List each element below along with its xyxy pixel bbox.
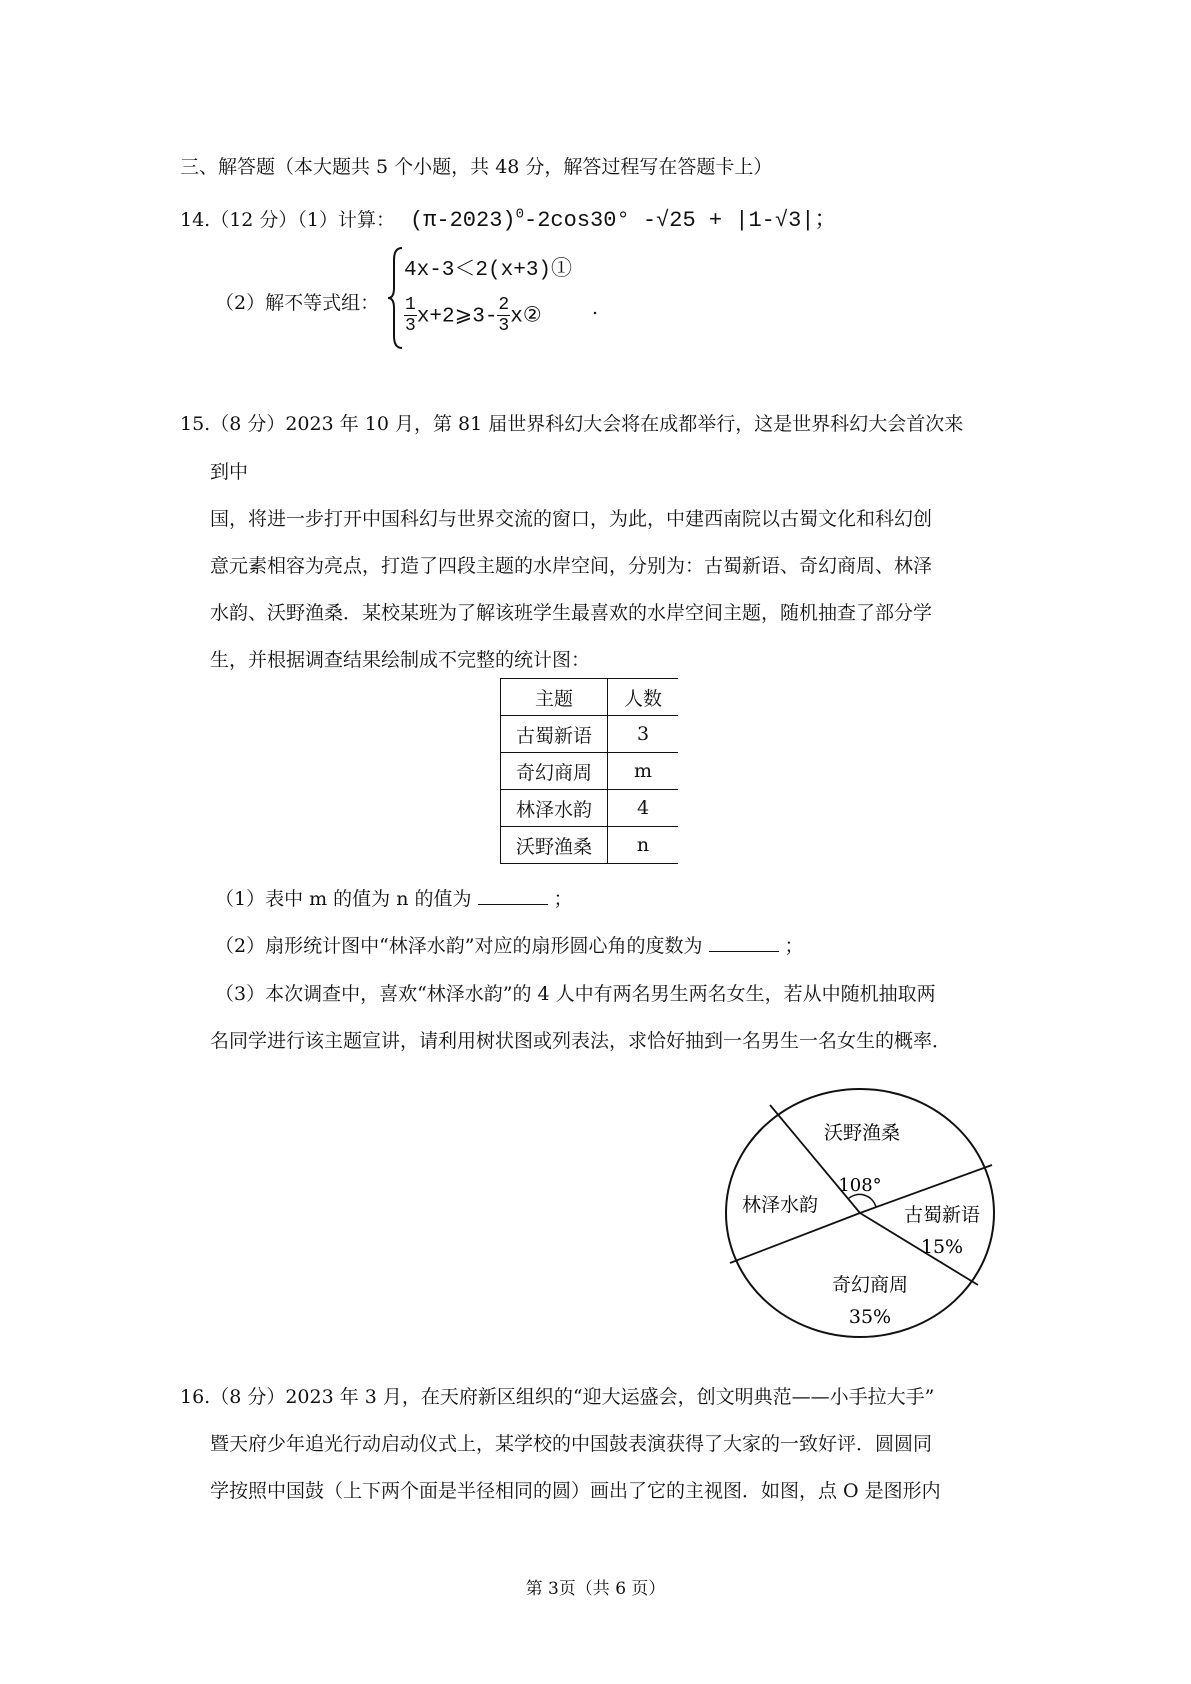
- q15-line6: 生，并根据调查结果绘制成不完整的统计图：: [210, 649, 591, 671]
- q14-inequality-1: 4x-3＜2(x+3)①: [404, 259, 573, 282]
- q14-label: 14.（12 分）（1）计算：: [180, 209, 396, 231]
- pie-label-angle: 108°: [838, 1175, 882, 1196]
- pie-label-qihuan: 奇幻商周: [831, 1274, 909, 1296]
- table-row: [501, 716, 679, 753]
- q14-expr-part2: -2cos30°: [524, 208, 630, 233]
- q15-line1: 15.（8 分）2023 年 10 月，第 81 届世界科幻大会将在成都举行，这是世界科幻大会首次来: [180, 413, 964, 435]
- table-header-row: [501, 679, 679, 716]
- q15-sub3-line2: 名同学进行该主题宣讲，请利用树状图或列表法，求恰好抽到一名男生一名女生的概率．: [210, 1030, 952, 1052]
- q14-expression: [410, 202, 837, 233]
- table-cell-theme: 林泽水韵: [501, 790, 608, 827]
- survey-table: [500, 678, 678, 864]
- table-row: [501, 827, 679, 864]
- pie-label-gushu-pct: 15%: [920, 1236, 964, 1258]
- pie-label-linze: 林泽水韵: [741, 1194, 819, 1216]
- q15-sub2: （2）扇形统计图中“林泽水韵”对应的扇形圆心角的度数为 ；: [215, 935, 804, 957]
- q15-sub3-line1: （3）本次调查中，喜欢“林泽水韵”的 4 人中有两名男生两名女生，若从中随机抽取两: [215, 983, 936, 1005]
- pie-chart: [720, 1085, 1000, 1345]
- q14-expr-part3: -√25 + |1-√3|；: [642, 208, 837, 233]
- table-header-theme: 主题: [501, 679, 608, 716]
- pie-label-woye: 沃野渔桑: [823, 1122, 901, 1144]
- q15-line4: 意元素相容为亮点，打造了四段主题的水岸空间，分别为：古蜀新语、奇幻商周、林泽: [210, 555, 933, 577]
- table-cell-theme: 古蜀新语: [501, 716, 608, 753]
- answer-blank[interactable]: [478, 886, 548, 905]
- q15-line2: 到中: [210, 461, 249, 483]
- pie-label-gushu: 古蜀新语: [903, 1204, 981, 1226]
- q15-line3: 国，将进一步打开中国科幻与世界交流的窗口，为此，中建西南院以古蜀文化和科幻创: [210, 508, 933, 530]
- q15-sub1: （1）表中 m 的值为 n 的值为 ；: [215, 888, 573, 910]
- q14-expr-exponent: 0: [515, 206, 525, 223]
- table-cell-count: m: [633, 760, 653, 782]
- section-heading: 三、解答题（本大题共 5 个小题，共 48 分，解答过程写在答题卡上）: [180, 156, 773, 178]
- fraction-two-thirds: $\frac{2}{3}$: [498, 295, 510, 336]
- q14-trailing-dot: .: [592, 297, 599, 319]
- q14-expr-part1: (π-2023): [410, 208, 516, 233]
- table-cell-count: 4: [636, 797, 650, 819]
- pie-divider-line: [730, 1213, 860, 1263]
- q15-line5: 水韵、沃野渔桑．某校某班为了解该班学生最喜欢的水岸空间主题，随机抽查了部分学: [210, 602, 933, 624]
- pie-label-qihuan-pct: 35%: [848, 1306, 892, 1328]
- page-footer: 第 3页（共 6 页）: [525, 1579, 666, 1599]
- q16-line1: 16.（8 分）2023 年 3 月，在天府新区组织的“迎大运盛会，创文明典范——小手拉大手”: [180, 1386, 935, 1408]
- q16-line3: 学按照中国鼓（上下两个面是半径相同的圆）画出了它的主视图．如图，点 O 是图形内: [210, 1480, 941, 1502]
- table-row: [501, 790, 679, 827]
- table-row: [501, 753, 679, 790]
- angle-arc-icon: [848, 1194, 876, 1207]
- brace-icon: [386, 246, 404, 350]
- table-cell-theme: 奇幻商周: [501, 753, 608, 790]
- fraction-one-third: $\frac{1}{3}$: [405, 295, 416, 336]
- table-cell-theme: 沃野渔桑: [501, 827, 608, 864]
- table-cell-count: 3: [636, 723, 650, 745]
- q14-part2-label: （2）解不等式组：: [215, 292, 380, 314]
- table-cell-count: n: [636, 834, 650, 856]
- answer-blank[interactable]: [709, 933, 779, 952]
- table-header-count: 人数: [623, 687, 662, 710]
- q14-inequality-2: $\frac{1}{3}$ x+2⩾3- $\frac{2}{3}$ x②: [405, 295, 542, 336]
- q16-line2: 暨天府少年追光行动启动仪式上，某学校的中国鼓表演获得了大家的一致好评．圆圆同: [210, 1433, 933, 1455]
